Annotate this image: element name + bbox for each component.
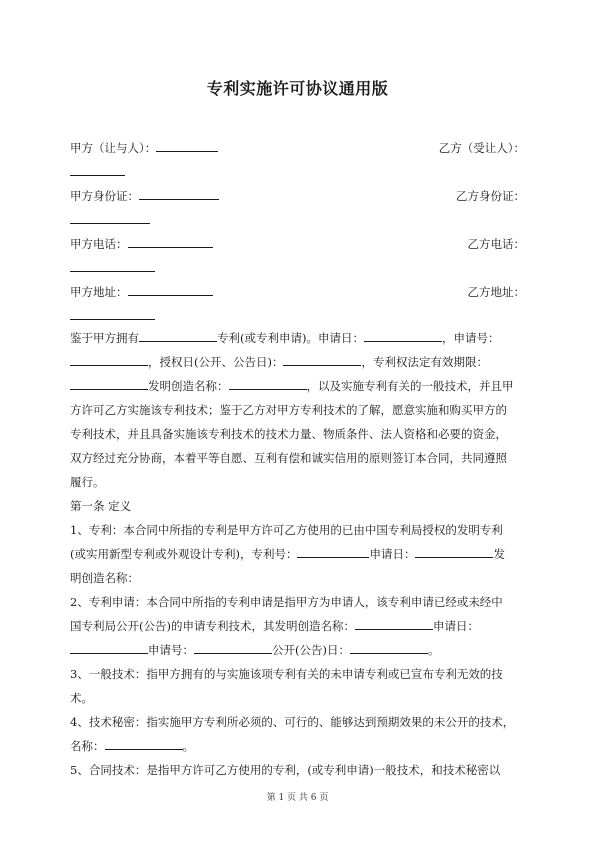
item-1-line-2	[70, 542, 525, 566]
party-b-blank-line	[70, 160, 525, 184]
preamble-line-6: 双方经过充分协商，本着平等自愿、互利有偿和诚实信用的原则签订本合同，共同遵照	[70, 451, 507, 465]
item2-invention-name-blank[interactable]	[355, 615, 433, 630]
preamble-text: 发明创造名称：	[148, 379, 229, 393]
b-id-label: 乙方身份证：	[456, 189, 525, 203]
item-text: 申请日：	[369, 547, 416, 561]
preamble-line-4: 方许可乙方实施该专利技术；鉴于乙方对甲方专利技术的了解，愿意实施和购买甲方的	[70, 403, 507, 417]
party-b-label: 乙方（受让人）：	[438, 141, 525, 155]
item-text: 。	[427, 643, 440, 657]
preamble-text: 专利(或专利申请)。申请日：	[217, 331, 364, 345]
item-1-line-3: 明创造名称：	[70, 571, 139, 585]
item2-filing-date-blank[interactable]	[70, 639, 148, 654]
b-address-blank[interactable]	[70, 305, 155, 320]
a-id-label: 甲方身份证：	[70, 189, 139, 203]
patent-blank[interactable]	[139, 327, 217, 342]
item-2-line-1: 2、专利申请：本合同中所指的专利申请是指甲方为申请人，该专利申请已经或未经中	[70, 595, 503, 609]
item-1-line-1: 1、专利：本合同中所指的专利是甲方许可乙方使用的已由中国专利局授权的发明专利	[70, 523, 503, 537]
preamble-text: ，以及实施专利有关的一般技术，并且甲	[306, 379, 514, 393]
party-a-label: 甲方（让与人）：	[70, 141, 157, 155]
item-3-line-2: 术。	[70, 691, 93, 705]
b-address-label: 乙方地址：	[467, 285, 525, 299]
item-4-line-1: 4、技术秘密：指实施甲方专利所必须的、可行的、能够达到预期效果的未公开的技术，	[70, 715, 515, 729]
invention-name-blank[interactable]	[229, 375, 307, 390]
preamble-line-2	[70, 350, 525, 374]
item-4-line-2	[70, 734, 525, 758]
a-id-blank[interactable]	[139, 185, 219, 200]
party-a-blank[interactable]	[156, 137, 218, 152]
preamble-line-5: 专利技术，并且具备实施该专利技术的技术力量、物质条件、法人资格和必要的资金，	[70, 427, 507, 441]
validity-blank[interactable]	[70, 375, 148, 390]
item1-filing-date-blank[interactable]	[415, 543, 493, 558]
article-1-heading: 第一条 定义	[70, 499, 132, 513]
b-id-blank[interactable]	[70, 209, 150, 224]
item-3-line-1: 3、一般技术：指甲方拥有的与实施该项专利有关的未申请专利或已宣布专利无效的技	[70, 667, 503, 681]
a-phone-line	[70, 232, 525, 256]
grant-date-blank[interactable]	[283, 351, 361, 366]
preamble-text: ，申请号：	[441, 331, 500, 345]
item-text: 名称：	[70, 739, 105, 753]
preamble-text: 鉴于甲方拥有	[70, 331, 139, 345]
page-footer: 第 1 页 共 6 页	[266, 793, 329, 803]
a-id-line	[70, 184, 525, 208]
b-id-blank-line	[70, 208, 525, 232]
a-address-label: 甲方地址：	[70, 285, 128, 299]
filing-date-blank[interactable]	[364, 327, 442, 342]
item-text: (或实用新型专利或外观设计专利)，专利号：	[70, 547, 298, 561]
item-text: 公开(公告)日：	[272, 643, 350, 657]
a-phone-label: 甲方电话：	[70, 237, 128, 251]
preamble-line-3	[70, 374, 525, 398]
a-phone-blank[interactable]	[128, 233, 213, 248]
b-address-blank-line	[70, 304, 525, 328]
b-phone-blank[interactable]	[70, 257, 155, 272]
item-text: 。	[182, 739, 194, 753]
item-text: 申请日：	[432, 619, 479, 633]
party-b-blank[interactable]	[70, 161, 125, 176]
preamble-line-1	[70, 326, 525, 350]
item-2-line-2	[70, 614, 525, 638]
a-address-blank[interactable]	[128, 281, 213, 296]
item-2-line-3	[70, 638, 525, 662]
item2-application-no-blank[interactable]	[194, 639, 272, 654]
item-5-line-1: 5、合同技术：是指甲方许可乙方使用的专利，(或专利申请)一般技术，和技术秘密以	[70, 763, 501, 777]
b-phone-label: 乙方电话：	[467, 237, 525, 251]
a-address-line	[70, 280, 525, 304]
preamble-text: ，专利权法定有效期限：	[361, 355, 488, 369]
item-text: 国专利局公开(公告)的申请专利技术，其发明创造名称：	[70, 619, 355, 633]
item2-publication-date-blank[interactable]	[350, 639, 428, 654]
item-text: 发	[493, 547, 505, 561]
document-title: 专利实施许可协议通用版	[206, 79, 389, 98]
preamble-text: ，授权日(公开、公告日)：	[148, 355, 284, 369]
patent-no-blank[interactable]	[297, 543, 369, 558]
item-text: 申请号：	[148, 643, 194, 657]
application-no-blank[interactable]	[70, 351, 148, 366]
preamble-line-7: 履行。	[70, 475, 105, 489]
b-phone-blank-line	[70, 256, 525, 280]
party-a-line	[70, 136, 525, 160]
secret-name-blank[interactable]	[105, 735, 183, 750]
